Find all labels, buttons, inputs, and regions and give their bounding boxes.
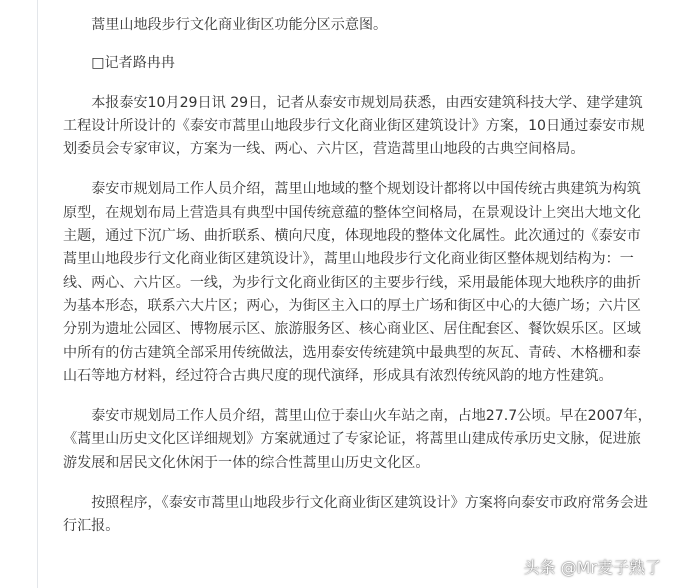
reporter-byline: □记者路冉冉 — [91, 55, 175, 72]
source-watermark: 头条 @Mr麦子熟了 — [523, 558, 661, 577]
paragraph-4: 按照程序，《泰安市蒿里山地段步行文化商业街区建筑设计》方案将向泰安市政府常务会进行汇报。 — [63, 495, 648, 535]
paragraph-3: 泰安市规划局工作人员介绍，蒿里山位于泰山火车站之南，占地27.7公顷。早在2007年，《蒿里山历史文化区详细规划》方案就通过了专家论证，将蒿里山建成传承历史文脉，促进旅游发展和居民文化休闲于一体的综合性蒿里山历史文化区。 — [63, 408, 652, 471]
left-divider — [37, 0, 38, 588]
image-caption: 蒿里山地段步行文化商业街区功能分区示意图。 — [91, 17, 388, 33]
article-body — [63, 14, 653, 556]
paragraph-1: 本报泰安10月29日讯 29日，记者从泰安市规划局获悉，由西安建筑科技大学、建学建筑工程设计所设计的《泰安市蒿里山地段步行文化商业街区建筑设计》方案，10日通过泰安市规划委员会专家审议，方案为一线、两心、六片区，营造蒿里山地段的古典空间格局。 — [63, 94, 645, 158]
paragraph-2: 泰安市规划局工作人员介绍，蒿里山地域的整个规划设计都将以中国传统古典建筑为构筑原型，在规划布局上营造具有典型中国传统意蕴的整体空间格局，在景观设计上突出大地文化主题，通过下沉广场、曲折联系、横向尺度，体现地段的整体文化属性。此次通过的《泰安市蒿里山地段步行文化商业街区建筑设计》，蒿里山地段步行文化商业街区整体规划结构为：一线、两心、六片区。一线，为步行文化商业街区的主要步行线，采用最能体现大地秩序的曲折为基本形态，联系六大片区；两心，为街区主入口的厚土广场和街区中心的大德广场；六片区分别为遗址公园区、博物展示区、旅游服务区、核心商业区、居住配套区、餐饮娱乐区。区域中所有的仿古建筑全部采用传统做法，选用泰安传统建筑中最典型的灰瓦、青砖、木格栅和泰山石等地方材料，经过符合古典尺度的现代演绎，形成具有浓烈传统风韵的地方性建筑。 — [63, 181, 641, 384]
